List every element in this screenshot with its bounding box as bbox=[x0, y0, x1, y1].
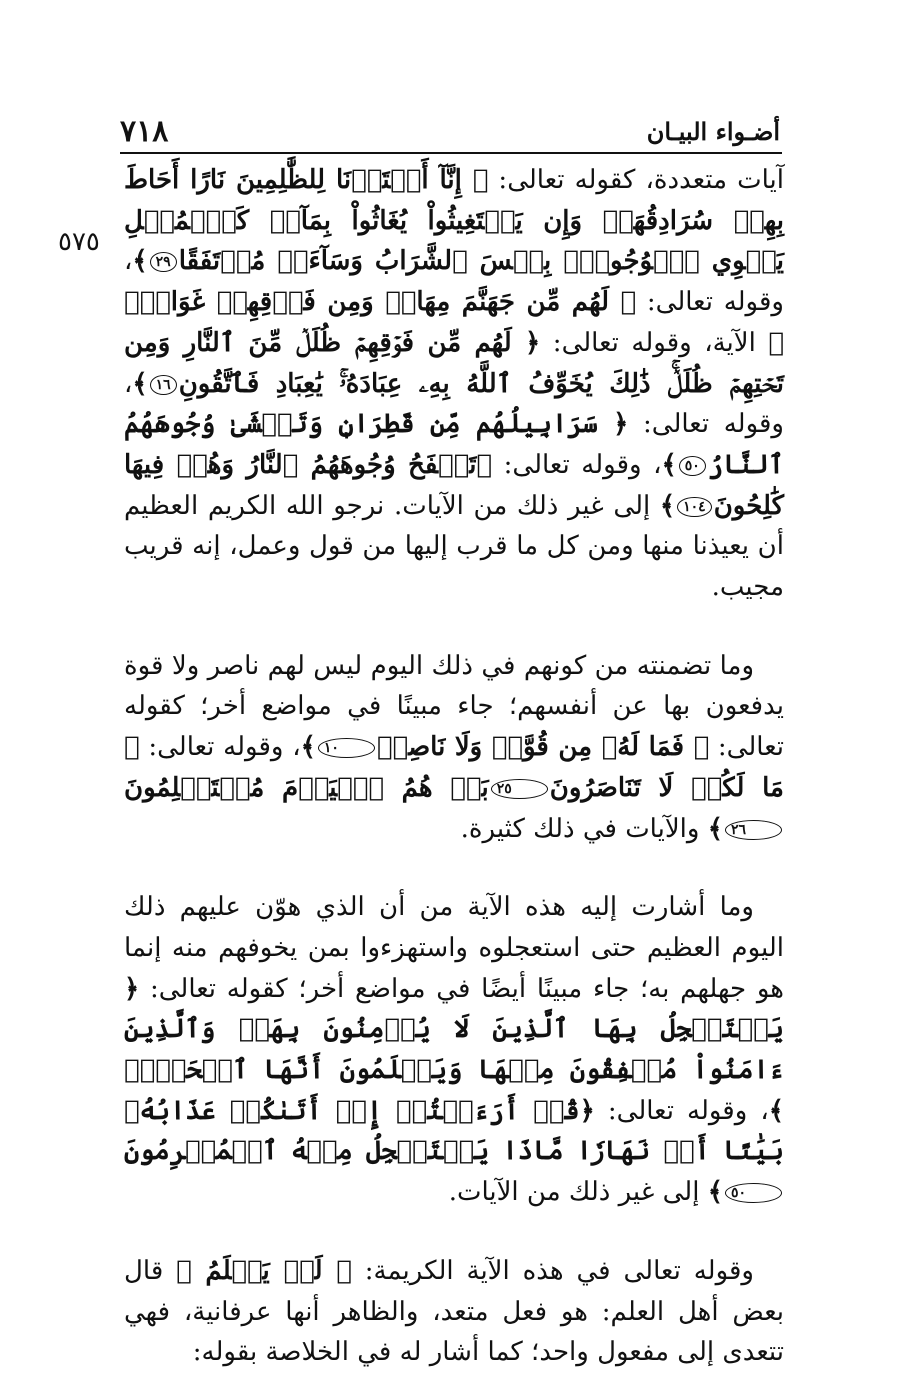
header-rule bbox=[120, 152, 782, 154]
ayah-number-marker: ٥٠ bbox=[679, 456, 706, 476]
ayah-number-marker: ٢٩ bbox=[150, 252, 177, 272]
ayah-number-marker: ١٦ bbox=[150, 375, 177, 395]
text-run: ، وقوله تعالى: bbox=[124, 246, 784, 318]
text-run: وما أشارت إليه هذه الآية من أن الذي هوّن عليهم ذلك اليوم العظيم حتى استعجلوه واستهزءوا بمن يخوفهم منه إنما هو جهلهم به؛ جاء مبينًا أيضًا في مواضع أخر؛ كقوله تعالى: bbox=[124, 892, 784, 1004]
margin-page-reference: ٥٧٥ bbox=[58, 227, 100, 257]
quran-quote: ﴾ bbox=[132, 246, 148, 277]
text-run: آيات متعددة، كقوله تعالى: bbox=[488, 165, 784, 195]
quran-quote: ﴿ فَمَا لَهُۥ مِن قُوَّةٖ وَلَا نَاصِرٖ bbox=[376, 732, 710, 763]
page-number: ٧١٨ bbox=[120, 114, 169, 149]
quran-quote: ﴿ يَسۡتَعۡجِلُ بِهَا ٱلَّذِينَ لَا يُؤۡمِنُونَ بِهَاۖ وَٱلَّذِينَ ءَامَنُواْ مُشۡفِقُونَ مِنۡهَا وَيَعۡلَمُونَ أَنَّهَا ٱلۡحَقُّۗ ﴾ bbox=[124, 973, 784, 1126]
quran-quote: ﴾ bbox=[659, 490, 676, 521]
text-run: ، وقوله تعالى: bbox=[139, 732, 301, 763]
quran-quote: ﴾ bbox=[300, 732, 316, 763]
text-run: إلى غير ذلك من الآيات. نرجو الله الكريم العظيم أن يعيذنا منها ومن كل ما قرب إليها من قول وعمل، إنه قريب مجيب. bbox=[124, 490, 784, 603]
text-run: ، وقوله تعالى: bbox=[594, 1095, 769, 1126]
quran-quote: ﴾ bbox=[661, 449, 677, 480]
paragraph bbox=[124, 646, 784, 850]
ayah-number-marker: ٥٠ bbox=[725, 1183, 782, 1203]
text-run: والآيات في ذلك كثيرة. bbox=[460, 813, 708, 844]
quran-quote: ﴾ bbox=[132, 368, 148, 399]
quran-quote: بَلۡ هُمُ ٱلۡيَوۡمَ مُسۡتَسۡلِمُونَ bbox=[124, 772, 489, 803]
quran-quote: ﴾ bbox=[707, 1177, 723, 1208]
ayah-number-marker: ٢٦ bbox=[725, 820, 782, 840]
ayah-number-marker: ١٠٤ bbox=[677, 497, 712, 517]
quran-quote: ﴾ bbox=[707, 813, 723, 844]
quran-quote: ﴿ لَهُم مِّن جَهَنَّمَ مِهَادٞ وَمِن فَوۡقِهِمۡ غَوَاشٖۚ ﴾ bbox=[124, 287, 784, 358]
text-run: وقوله تعالى في هذه الآية الكريمة: bbox=[351, 1255, 754, 1286]
main-text bbox=[124, 160, 784, 1373]
quran-quote: ﴿قُلۡ أَرَءَيۡتُمۡ إِنۡ أَتَىٰكُمۡ عَذَابُهُۥ بَيَٰتًا أَوۡ نَهَارٗا مَّاذَا يَسۡتَعۡجِلُ مِنۡهُ ٱلۡمُجۡرِمُونَ bbox=[124, 1095, 784, 1167]
text-run: الآية، وقوله تعالى: bbox=[540, 327, 769, 358]
paragraph bbox=[124, 887, 784, 1213]
ayah-number-marker: ٢٥ bbox=[491, 779, 548, 799]
paragraph bbox=[124, 1251, 784, 1373]
text-run: وما تضمنته من كونهم في ذلك اليوم ليس لهم ناصر ولا قوة يدفعون بها عن أنفسهم؛ جاء مبينًا في مواضع أخر؛ كقوله تعالى: bbox=[124, 650, 784, 763]
text-run: ، وقوله تعالى: bbox=[124, 368, 784, 440]
quran-quote: ﴿ لَوۡ يَعۡلَمُ ﴾ bbox=[176, 1255, 352, 1286]
quran-quote: ﴿ سَرَابِيلُهُم مِّن قَطِرَانٖ وَتَغۡشَىٰ وُجُوهَهُمُ ٱلنَّارُ bbox=[124, 409, 784, 480]
quran-quote: ﴿ إِنَّآ أَعۡتَدۡنَا لِلظَّٰلِمِينَ نَارًا أَحَاطَ بِهِمۡ سُرَادِقُهَاۚ وَإِن يَسۡتَغِيثُواْ يُغَاثُواْ بِمَآءٖ كَٱلۡمُهۡلِ يَشۡوِي ٱلۡوُجُوهَۚ بِئۡسَ ٱلشَّرَابُ وَسَآءَتۡ مُرۡتَفَقًا bbox=[124, 165, 784, 277]
paragraph bbox=[124, 160, 784, 608]
text-run: ، وقوله تعالى: bbox=[492, 449, 662, 480]
quran-quote: ﴿تَلۡفَحُ وُجُوهَهُمُ ٱلنَّارُ وَهُمۡ فِيهَا كَٰلِحُونَ bbox=[124, 449, 784, 521]
quran-quote: ﴿ لَهُم مِّن فَوۡقِهِمۡ ظُلَلٞ مِّنَ ٱلنَّارِ وَمِن تَحۡتِهِمۡ ظُلَلٞۚ ذَٰلِكَ يُخَوِّفُ ٱللَّهُ بِهِۦ عِبَادَهُۥۚ يَٰعِبَادِ فَٱتَّقُونِ bbox=[124, 327, 784, 399]
page-header bbox=[120, 112, 780, 152]
text-run: قال بعض أهل العلم: هو فعل متعد، والظاهر أنها عرفانية، فهي تتعدى إلى مفعول واحد؛ كما أشار له في الخلاصة بقوله: bbox=[124, 1255, 784, 1368]
book-title: أضـواء البيـان bbox=[646, 117, 780, 146]
text-run: إلى غير ذلك من الآيات. bbox=[448, 1177, 708, 1208]
ayah-number-marker: ١٠ bbox=[318, 738, 375, 758]
quran-quote: ﴿ مَا لَكُمۡ لَا تَنَاصَرُونَ bbox=[124, 732, 784, 803]
